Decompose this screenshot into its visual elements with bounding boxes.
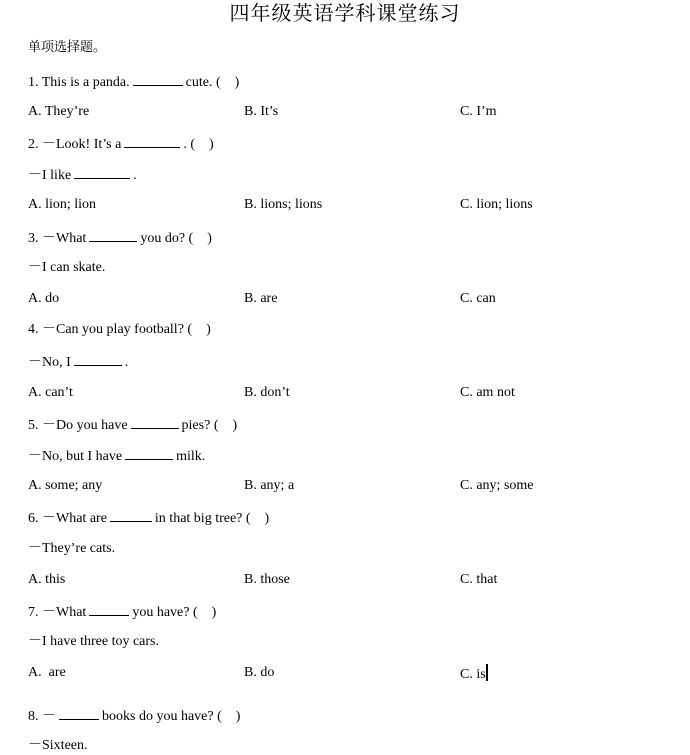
- option-b: B. lions; lions: [244, 197, 323, 212]
- answer-blank: [89, 602, 129, 616]
- option-a: A. lion; lion: [28, 197, 97, 212]
- option-c: C. am not: [460, 385, 515, 400]
- option-c[interactable]: [460, 664, 488, 684]
- answer-blank: [59, 706, 99, 720]
- question-6: [28, 508, 269, 528]
- question-text: －Can you play football? ( ): [42, 322, 211, 337]
- option-c: C. can: [460, 291, 496, 306]
- question-text: －Do you have: [42, 418, 128, 433]
- question-number: 3.: [28, 231, 39, 246]
- answer-blank: [125, 446, 173, 460]
- question-text: cute. ( ): [185, 75, 240, 90]
- question-text: －: [42, 709, 56, 724]
- question-4: [28, 321, 211, 339]
- question-1: [28, 72, 239, 92]
- question-number: 8.: [28, 709, 39, 724]
- question-number: 6.: [28, 511, 39, 526]
- question-text: －What: [42, 605, 87, 620]
- option-a: A. They’re: [28, 104, 90, 119]
- option-a: A. can’t: [28, 385, 73, 400]
- question-8: [28, 706, 240, 726]
- option-c: C. lion; lions: [460, 197, 533, 212]
- answer-blank: [74, 352, 122, 366]
- question-text: in that big tree? ( ): [154, 511, 270, 526]
- option-a: A. some; any: [28, 478, 103, 493]
- option-b: B. are: [244, 291, 278, 306]
- option-c: C. I’m: [460, 104, 497, 119]
- question-7-response: －I have three toy cars.: [28, 634, 159, 649]
- question-8-response: －Sixteen.: [28, 738, 88, 753]
- page-title: 四年级英语学科课堂练习: [229, 1, 461, 25]
- option-c: C. any; some: [460, 478, 534, 493]
- response-text: milk.: [176, 449, 206, 464]
- answer-blank: [110, 508, 152, 522]
- response-text: －No, but I have: [28, 449, 123, 464]
- question-text: －Look! It’s a: [42, 137, 122, 152]
- question-number: 1.: [28, 75, 39, 90]
- response-text: .: [124, 355, 129, 370]
- option-a: A. do: [28, 291, 60, 306]
- response-text: －I like: [28, 168, 72, 183]
- option-b: B. those: [244, 572, 290, 587]
- option-b: B. It’s: [244, 104, 279, 119]
- question-3: [28, 228, 212, 248]
- option-b: B. any; a: [244, 478, 295, 493]
- question-5-response: [28, 446, 205, 466]
- answer-blank: [89, 228, 137, 242]
- question-text: . ( ): [183, 137, 214, 152]
- question-6-response: －They’re cats.: [28, 541, 116, 556]
- question-number: 2.: [28, 137, 39, 152]
- section-heading: 单项选择题。: [28, 40, 107, 55]
- response-text: －No, I: [28, 355, 71, 370]
- question-text: you do? ( ): [140, 231, 212, 246]
- option-b: B. do: [244, 665, 275, 680]
- question-number: 7.: [28, 605, 39, 620]
- question-text: books do you have? ( ): [102, 709, 241, 724]
- answer-blank: [74, 165, 130, 179]
- question-text: －What are: [42, 511, 107, 526]
- option-c: C. that: [460, 572, 498, 587]
- option-a: A. this: [28, 572, 66, 587]
- option-a: A. are: [28, 665, 66, 680]
- question-7: [28, 602, 216, 622]
- question-text: you have? ( ): [132, 605, 217, 620]
- question-5: [28, 415, 237, 435]
- question-number: 4.: [28, 322, 39, 337]
- answer-blank: [124, 134, 180, 148]
- question-text: －What: [42, 231, 87, 246]
- answer-blank: [133, 72, 183, 86]
- question-number: 5.: [28, 418, 39, 433]
- option-c-text: C. is: [460, 667, 486, 682]
- response-text: .: [133, 168, 137, 183]
- answer-blank: [131, 415, 179, 429]
- question-3-response: －I can skate.: [28, 260, 106, 275]
- text-cursor: [486, 664, 488, 681]
- question-text: pies? ( ): [181, 418, 238, 433]
- option-b: B. don’t: [244, 385, 290, 400]
- question-2: [28, 134, 214, 154]
- question-text: This is a panda.: [41, 75, 130, 90]
- question-2-response: [28, 165, 137, 185]
- question-4-response: [28, 352, 128, 372]
